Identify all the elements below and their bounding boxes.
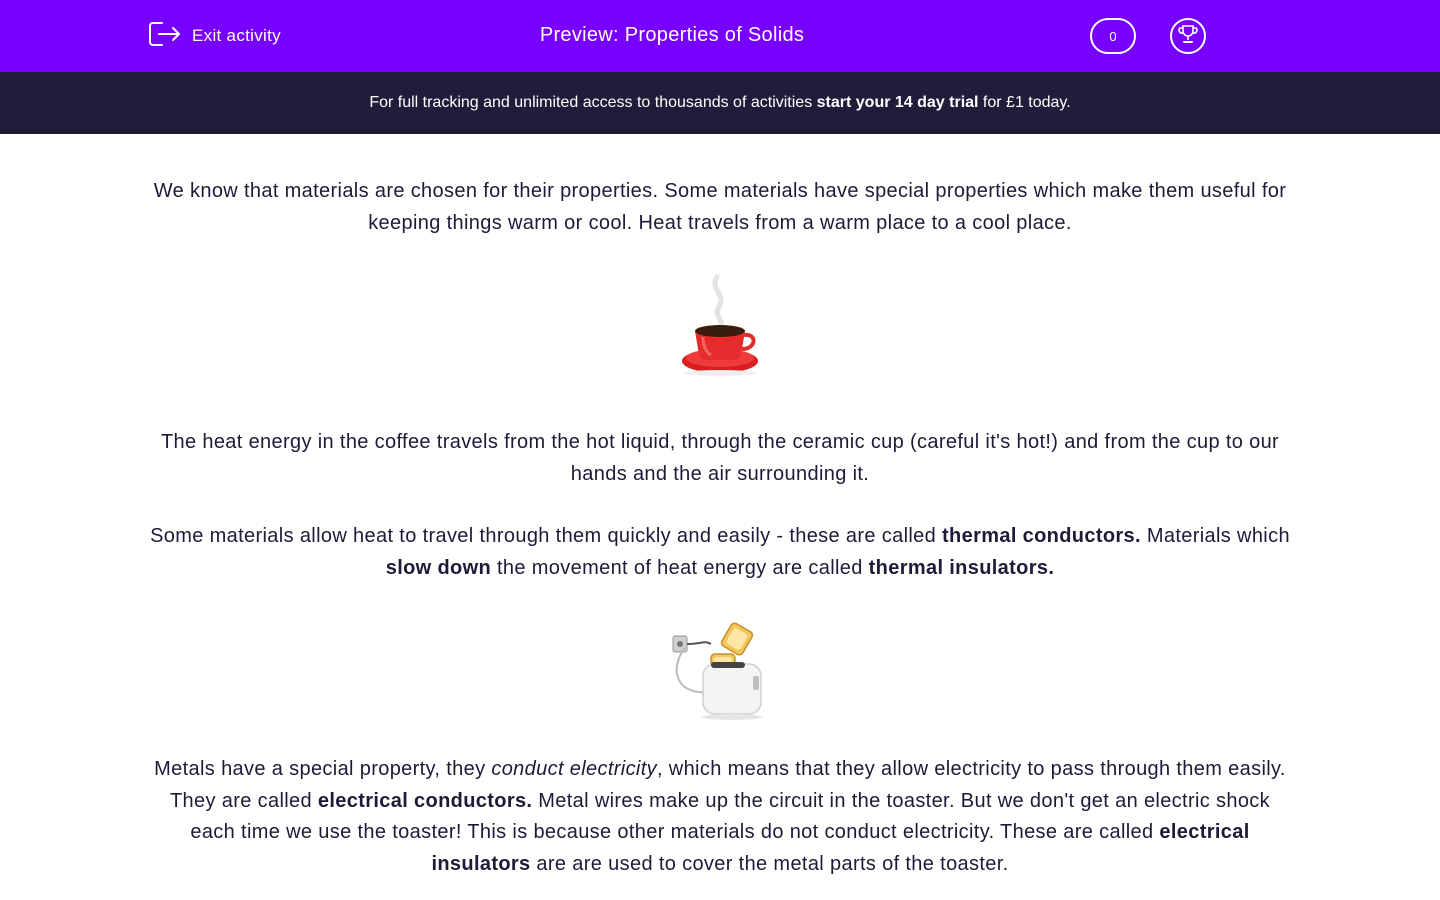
term-electrical-conductors: electrical conductors. xyxy=(317,789,533,812)
intro-paragraph: We know that materials are chosen for their properties. Some materials have special properties which make them useful for keeping things warm or cool. Heat travels from a warm place to a cool place. xyxy=(153,180,1287,234)
toaster-image xyxy=(148,618,1292,722)
term-conduct-electricity: conduct electricity xyxy=(491,758,657,780)
electrical-paragraph: Metals have a special property, they conduct electricity, which means that they allow electricity to pass through them easily. They are called electrical conductors. Metal wires make up the circuit in the toaster. But we don't get an electric shock each time we use the toaster! This is because other materials do not conduct electricity. These are called electrical insulators are are used to cover the metal parts of the toaster. xyxy=(154,758,1286,875)
trophy-button[interactable] xyxy=(1170,18,1206,54)
page-title: Preview: Properties of Solids xyxy=(539,24,805,46)
coffee-paragraph: The heat energy in the coffee travels from the hot liquid, through the ceramic cup (careful it's hot!) and from the cup to our hands and the air surrounding it. xyxy=(160,431,1280,485)
score-badge: 0 xyxy=(1090,18,1136,54)
top-bar xyxy=(0,0,1440,72)
term-thermal-conductors: thermal conductors. xyxy=(942,525,1141,547)
lesson-content xyxy=(148,176,1292,880)
term-thermal-insulators: thermal insulators. xyxy=(868,556,1055,579)
term-electrical-insulators: electrical insulators xyxy=(431,821,1250,875)
trial-banner xyxy=(0,72,1440,134)
coffee-cup-icon xyxy=(665,273,775,387)
exit-activity-label: Exit activity xyxy=(192,26,281,45)
coffee-image xyxy=(148,273,1292,387)
thermal-paragraph: Some materials allow heat to travel through them quickly and easily - these are called thermal conductors. Materials which slow down the movement of heat energy are called thermal insulators. xyxy=(150,525,1290,579)
trial-banner-text: For full tracking and unlimited access to thousands of activities xyxy=(369,94,817,111)
term-slow-down: slow down xyxy=(385,556,492,579)
trial-banner-suffix: for £1 today. xyxy=(978,94,1071,111)
trophy-icon xyxy=(1177,23,1199,50)
trial-link[interactable]: start your 14 day trial xyxy=(816,94,979,111)
toaster-icon xyxy=(665,618,775,722)
